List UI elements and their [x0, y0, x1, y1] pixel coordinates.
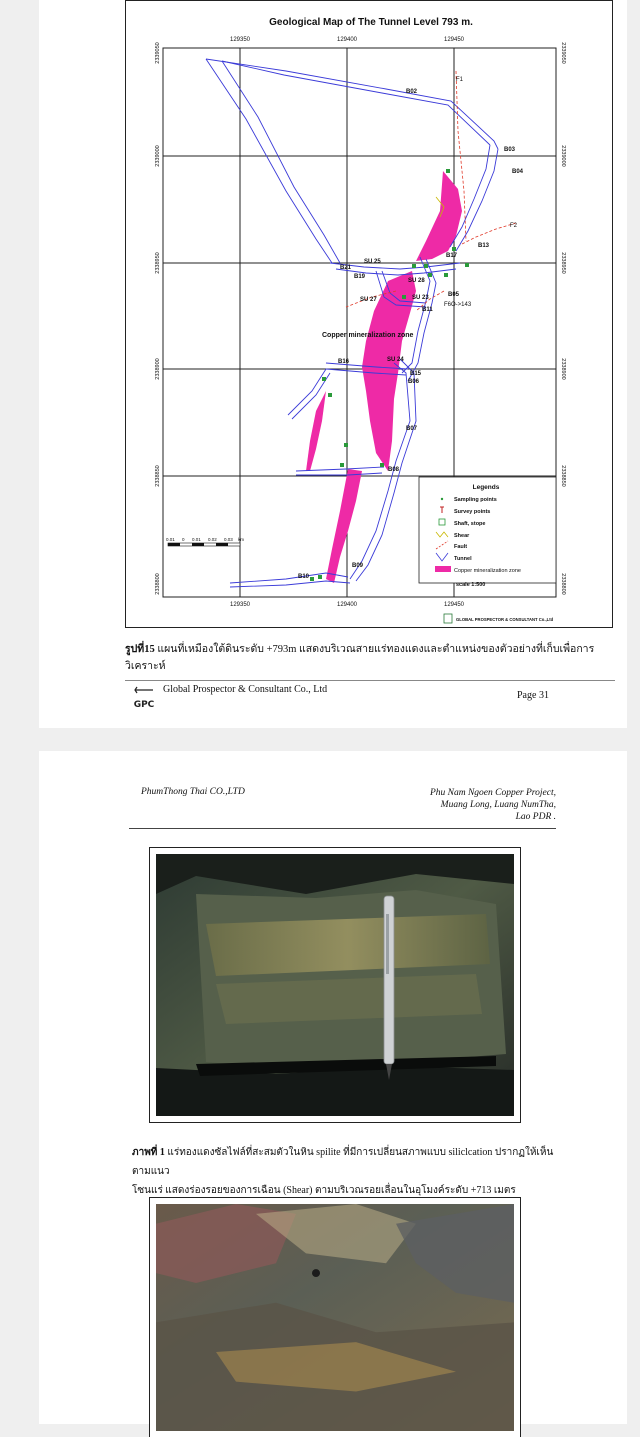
legend-zone: Copper mineralization zone	[454, 568, 521, 574]
pencil-scale-icon	[384, 896, 394, 1080]
label-b03: B03	[504, 147, 516, 153]
copper-zone-west	[306, 391, 326, 471]
label-f6: F6O->143	[444, 302, 472, 308]
label-su28: SU 28	[408, 278, 425, 284]
header-project-line-1: Phu Nam Ngoen Copper Project,	[429, 788, 556, 798]
label-su23: SU 23	[412, 295, 429, 301]
label-b04: B04	[512, 169, 524, 175]
legend-zone-symbol	[435, 566, 451, 572]
y-tick-left-5: 2338850	[155, 465, 161, 487]
map-logo-text: GLOBAL PROSPECTOR & CONSULTANT Co.,Ltd	[456, 617, 554, 622]
legend-shear: Shear	[454, 533, 470, 539]
y-tick-left-1: 2339050	[155, 42, 161, 64]
scale-bar	[166, 537, 244, 546]
header-project-line-3: Lao PDR .	[515, 812, 556, 822]
geological-map	[126, 1, 614, 629]
y-tick-left-2: 2339000	[155, 145, 161, 167]
gpc-logo-icon	[133, 684, 155, 712]
scale-label-1: 0.01	[166, 537, 175, 542]
y-tick-right-2: 2339000	[560, 145, 566, 167]
label-su24: SU 24	[387, 357, 404, 363]
scale-label-5: 0.03	[224, 537, 233, 542]
y-tick-left-3: 2338950	[155, 252, 161, 274]
y-tick-right-1: 2339050	[560, 42, 566, 64]
y-tick-left-4: 2338900	[155, 358, 161, 380]
label-f2: F2	[510, 223, 518, 229]
legend-tunnel: Tunnel	[454, 556, 472, 562]
document-page-32	[39, 751, 627, 1424]
legend-shaft: Shaft, stope	[454, 521, 486, 527]
label-b06: B06	[408, 379, 420, 385]
legend-scale: scale 1:500	[456, 582, 486, 588]
y-tick-right-5: 2338850	[560, 465, 566, 487]
label-copper-zone: Copper mineralization zone	[322, 332, 414, 339]
y-tick-left-6: 2338800	[155, 573, 161, 595]
legend-title: Legends	[472, 484, 500, 491]
label-b13: B13	[478, 243, 490, 249]
legend-survey: Survey points	[454, 509, 491, 515]
rock-sample-photo-2	[156, 1204, 514, 1431]
x-tick-top-1: 129350	[229, 37, 251, 43]
x-tick-bottom-1: 129350	[229, 602, 251, 608]
x-tick-bottom-3: 129450	[443, 602, 465, 608]
label-b16: B16	[338, 359, 350, 365]
label-su25: SU 25	[364, 259, 381, 265]
x-tick-top-3: 129450	[443, 37, 465, 43]
header-project	[369, 787, 556, 823]
header-company: PhumThong Thai CO.,LTD	[141, 787, 245, 797]
x-tick-top-2: 129400	[336, 37, 358, 43]
header-divider	[129, 828, 556, 829]
label-b09: B09	[352, 563, 364, 569]
map-company-logo	[444, 614, 554, 623]
header-project-line-2: Muang Long, Luang NumTha,	[440, 800, 556, 810]
y-tick-right-4: 2338900	[560, 358, 566, 380]
photo-1-frame	[149, 847, 521, 1123]
scale-label-4: 0.02	[208, 537, 217, 542]
label-b05: B05	[448, 292, 460, 298]
figure-15-caption-prefix: รูปที่15	[125, 644, 155, 655]
geological-map-frame	[125, 0, 613, 628]
label-b07: B07	[406, 426, 418, 432]
label-f1: F1	[456, 77, 464, 83]
document-page-31	[39, 0, 627, 728]
label-b21: B21	[340, 265, 352, 271]
map-legend	[419, 477, 556, 588]
footer-company-name: Global Prospector & Consultant Co., Ltd	[163, 684, 328, 695]
footer-page-number: Page 31	[517, 690, 549, 701]
map-title: Geological Map of The Tunnel Level 793 m.	[269, 17, 473, 28]
gpc-logo-text: GPC	[133, 700, 155, 710]
footer-divider	[125, 680, 615, 681]
scale-label-3: 0.01	[192, 537, 201, 542]
label-b19: B19	[354, 274, 366, 280]
rock-sample-photo-1	[156, 854, 514, 1116]
label-b11: B11	[422, 307, 433, 313]
legend-sampling: Sampling points	[454, 497, 497, 503]
label-b10: B10	[298, 574, 310, 580]
label-su27: SU 27	[360, 297, 377, 303]
x-tick-bottom-2: 129400	[336, 602, 358, 608]
legend-fault: Fault	[454, 544, 468, 550]
photo-2-frame	[149, 1197, 521, 1437]
label-b08: B08	[388, 467, 400, 473]
photo-1-caption	[132, 1143, 562, 1200]
label-b15: B15	[410, 371, 422, 377]
scale-label-2: 0	[182, 537, 185, 542]
scale-label-6: km	[238, 537, 244, 542]
photo-1-caption-prefix: ภาพที่ 1	[132, 1147, 165, 1158]
photo-1-caption-line-1: แร่ทองแดงซัลไฟล์ที่สะสมตัวในหิน spilite ที่มีการเปลี่ยนสภาพแบบ siliclcation ปรากฏให้เห็นตามแนว	[132, 1147, 554, 1177]
figure-15-caption	[125, 640, 615, 674]
label-b17: B17	[446, 253, 458, 259]
label-b02: B02	[406, 89, 418, 95]
photo-1-caption-line-2: โซนแร่ แสดงร่องรอยของการเฉือน (Shear) ตามบริเวณรอยเลื่อนในอุโมงค์ระดับ +713 เมตร	[132, 1185, 516, 1196]
y-tick-right-3: 2338950	[560, 252, 566, 274]
figure-15-caption-text: แผนที่เหมืองใต้ดินระดับ +793m แสดงบริเวณสายแร่ทองแดงและตำแหน่งของตัวอย่างที่เก็บเพื่อการวิเคราะห์	[125, 644, 595, 672]
y-tick-right-6: 2338800	[560, 573, 566, 595]
legend-sampling-symbol	[441, 498, 443, 500]
